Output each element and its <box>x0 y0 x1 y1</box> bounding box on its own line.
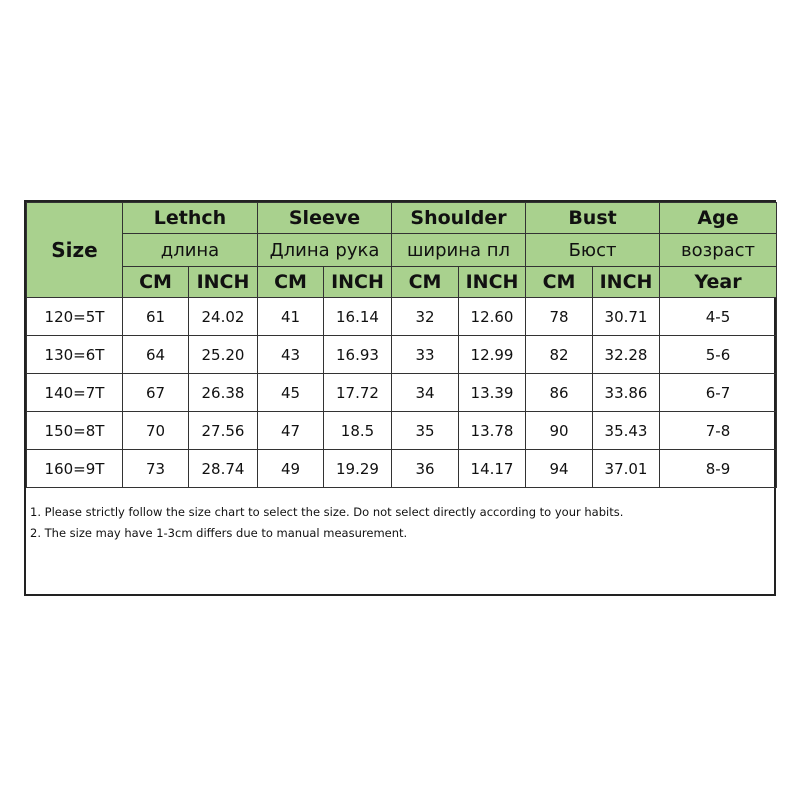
table-cell: 33 <box>392 336 459 374</box>
table-cell: 70 <box>123 412 189 450</box>
size-header: Size <box>27 203 123 298</box>
table-cell: 160=9T <box>27 450 123 488</box>
table-cell: 24.02 <box>189 298 258 336</box>
table-cell: 7-8 <box>660 412 777 450</box>
bust-header: Bust <box>526 203 660 234</box>
table-cell: 37.01 <box>593 450 660 488</box>
table-cell: 130=6T <box>27 336 123 374</box>
shoulder-inch-unit: INCH <box>459 267 526 298</box>
table-cell: 32 <box>392 298 459 336</box>
shoulder-header-ru: ширина пл <box>392 234 526 267</box>
sleeve-header: Sleeve <box>258 203 392 234</box>
size-chart <box>24 200 776 596</box>
table-cell: 34 <box>392 374 459 412</box>
table-cell: 8-9 <box>660 450 777 488</box>
length-header: Lethch <box>123 203 258 234</box>
table-cell: 12.60 <box>459 298 526 336</box>
table-body <box>27 298 777 488</box>
table-cell: 35 <box>392 412 459 450</box>
sleeve-cm-unit: CM <box>258 267 324 298</box>
table-cell: 33.86 <box>593 374 660 412</box>
bust-cm-unit: CM <box>526 267 593 298</box>
table-cell: 25.20 <box>189 336 258 374</box>
table-cell: 13.78 <box>459 412 526 450</box>
table-cell: 64 <box>123 336 189 374</box>
table-cell: 16.93 <box>324 336 392 374</box>
shoulder-cm-unit: CM <box>392 267 459 298</box>
table-cell: 17.72 <box>324 374 392 412</box>
table-cell: 36 <box>392 450 459 488</box>
table-cell: 32.28 <box>593 336 660 374</box>
table-cell: 150=8T <box>27 412 123 450</box>
notes <box>26 502 774 544</box>
table-cell: 43 <box>258 336 324 374</box>
table-cell: 35.43 <box>593 412 660 450</box>
table-cell: 73 <box>123 450 189 488</box>
table-cell: 82 <box>526 336 593 374</box>
table-cell: 140=7T <box>27 374 123 412</box>
table-row <box>27 374 777 412</box>
table-row <box>27 336 777 374</box>
age-unit: Year <box>660 267 777 298</box>
table-cell: 90 <box>526 412 593 450</box>
table-cell: 78 <box>526 298 593 336</box>
table-cell: 4-5 <box>660 298 777 336</box>
note-1: 1. Please strictly follow the size chart to select the size. Do not select directly according to your habits. <box>30 505 624 519</box>
table-row <box>27 298 777 336</box>
age-header: Age <box>660 203 777 234</box>
bust-inch-unit: INCH <box>593 267 660 298</box>
table-cell: 19.29 <box>324 450 392 488</box>
table-cell: 30.71 <box>593 298 660 336</box>
length-inch-unit: INCH <box>189 267 258 298</box>
table-cell: 27.56 <box>189 412 258 450</box>
table-cell: 49 <box>258 450 324 488</box>
table-cell: 61 <box>123 298 189 336</box>
length-header-ru: длина <box>123 234 258 267</box>
table-cell: 6-7 <box>660 374 777 412</box>
table-cell: 47 <box>258 412 324 450</box>
table-row <box>27 412 777 450</box>
table-cell: 26.38 <box>189 374 258 412</box>
table-cell: 13.39 <box>459 374 526 412</box>
size-table <box>26 202 777 488</box>
table-cell: 120=5T <box>27 298 123 336</box>
table-cell: 5-6 <box>660 336 777 374</box>
table-cell: 28.74 <box>189 450 258 488</box>
age-header-ru: возраст <box>660 234 777 267</box>
bust-header-ru: Бюст <box>526 234 660 267</box>
table-cell: 12.99 <box>459 336 526 374</box>
note-2: 2. The size may have 1-3cm differs due to manual measurement. <box>30 526 408 540</box>
table-cell: 18.5 <box>324 412 392 450</box>
table-cell: 67 <box>123 374 189 412</box>
table-cell: 86 <box>526 374 593 412</box>
table-cell: 45 <box>258 374 324 412</box>
sleeve-header-ru: Длина рука <box>258 234 392 267</box>
table-cell: 94 <box>526 450 593 488</box>
shoulder-header: Shoulder <box>392 203 526 234</box>
table-row <box>27 450 777 488</box>
table-cell: 14.17 <box>459 450 526 488</box>
length-cm-unit: CM <box>123 267 189 298</box>
sleeve-inch-unit: INCH <box>324 267 392 298</box>
table-cell: 16.14 <box>324 298 392 336</box>
table-cell: 41 <box>258 298 324 336</box>
